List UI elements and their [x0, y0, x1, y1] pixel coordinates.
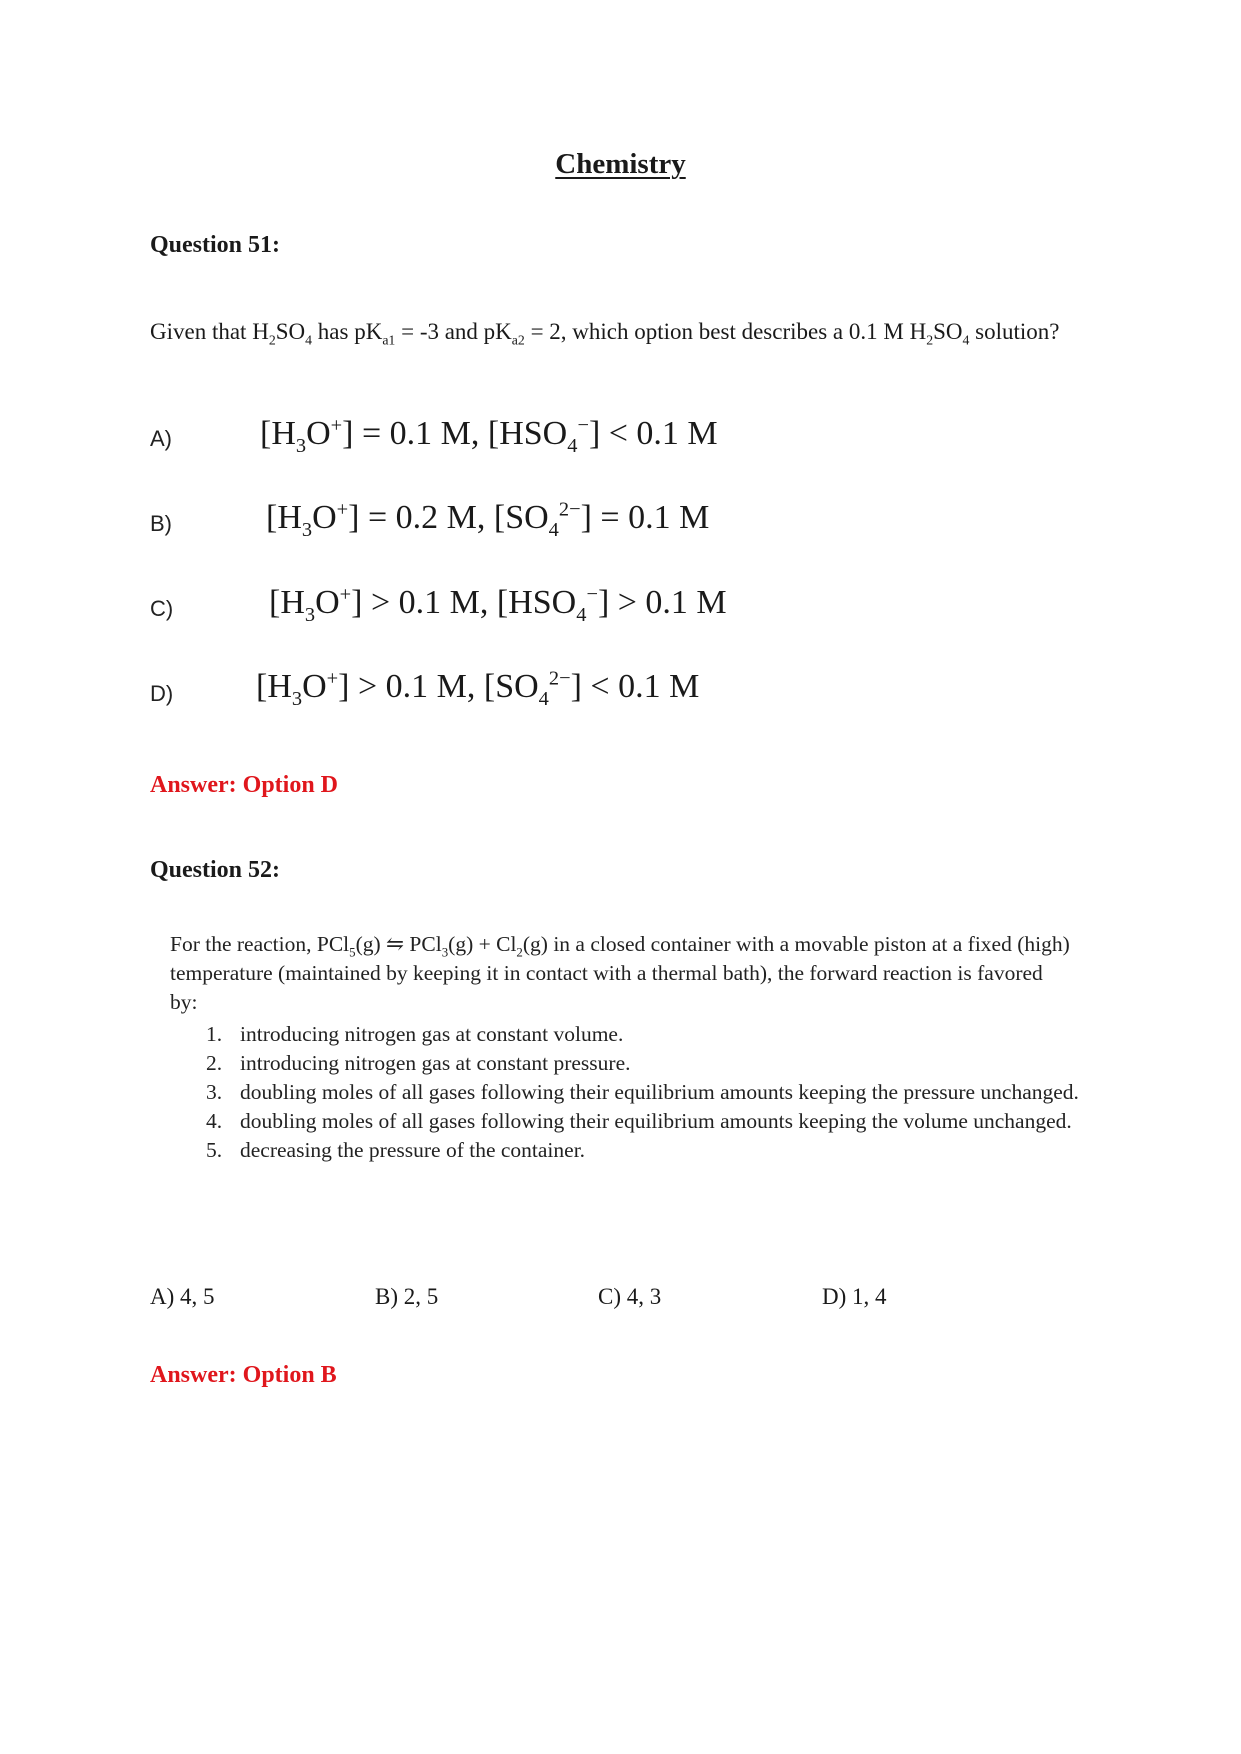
- question-51-answer: Answer: Option D: [150, 772, 339, 798]
- question-51-stem: Given that $H_2SO_4$ has $pK_{a1} = -3$ and $pK_{a2} = 2$, which option best describes a 0.1 M $H_2SO_4$ solution?: [150, 319, 1060, 348]
- question-52-choice-a: A) 4, 5: [150, 1284, 215, 1309]
- option-b-text: $[H_3O^+] = 0.2$ M, $[SO_4^{2-}] = 0.1$ M: [266, 498, 710, 541]
- question-52-choice-c: C) 4, 3: [598, 1284, 662, 1309]
- option-c-label: C): [150, 596, 174, 621]
- option-b-label: B): [150, 511, 172, 536]
- question-52-stem: For the reaction, PCl$_5$(g) ⇋ $PCl_3(g) + Cl_2(g)$ in a closed container with a movable piston at a fixed (high) temperature (maintained by keeping it in contact with a thermal bath), the forward reaction is favored by:: [170, 932, 1070, 1014]
- list-item: 3. doubling moles of all gases following their equilibrium amounts keeping the pressure unchanged.: [206, 1080, 1079, 1104]
- option-a-text: $[H_3O^+] = 0.1$ M, $[HSO_4^-] < 0.1$ M: [260, 414, 718, 457]
- question-52-heading: Question 52:: [150, 857, 281, 883]
- option-d-label: D): [150, 681, 174, 706]
- question-52-answer: Answer: Option B: [150, 1362, 337, 1388]
- question-52-choice-d: D) 1, 4: [822, 1284, 887, 1309]
- option-c-text: $[H_3O^+] > 0.1$ M, $[HSO_4^-] > 0.1$ M: [269, 583, 727, 626]
- option-d-text: $[H_3O^+] > 0.1$ M, $[SO_4^{2-}] < 0.1$ M: [256, 667, 700, 710]
- page-title: Chemistry: [555, 148, 686, 180]
- option-a-label: A): [150, 426, 172, 451]
- question-51-heading: Question 51:: [150, 232, 281, 258]
- list-item: 2. introducing nitrogen gas at constant pressure.: [206, 1051, 631, 1075]
- list-item: 1. introducing nitrogen gas at constant volume.: [206, 1022, 624, 1046]
- question-52-choice-b: B) 2, 5: [375, 1284, 439, 1309]
- question-52-statement-list: [200, 1020, 1080, 1165]
- list-item: 5. decreasing the pressure of the container.: [206, 1138, 586, 1162]
- list-item: 4. doubling moles of all gases following their equilibrium amounts keeping the volume unchanged.: [206, 1109, 1072, 1133]
